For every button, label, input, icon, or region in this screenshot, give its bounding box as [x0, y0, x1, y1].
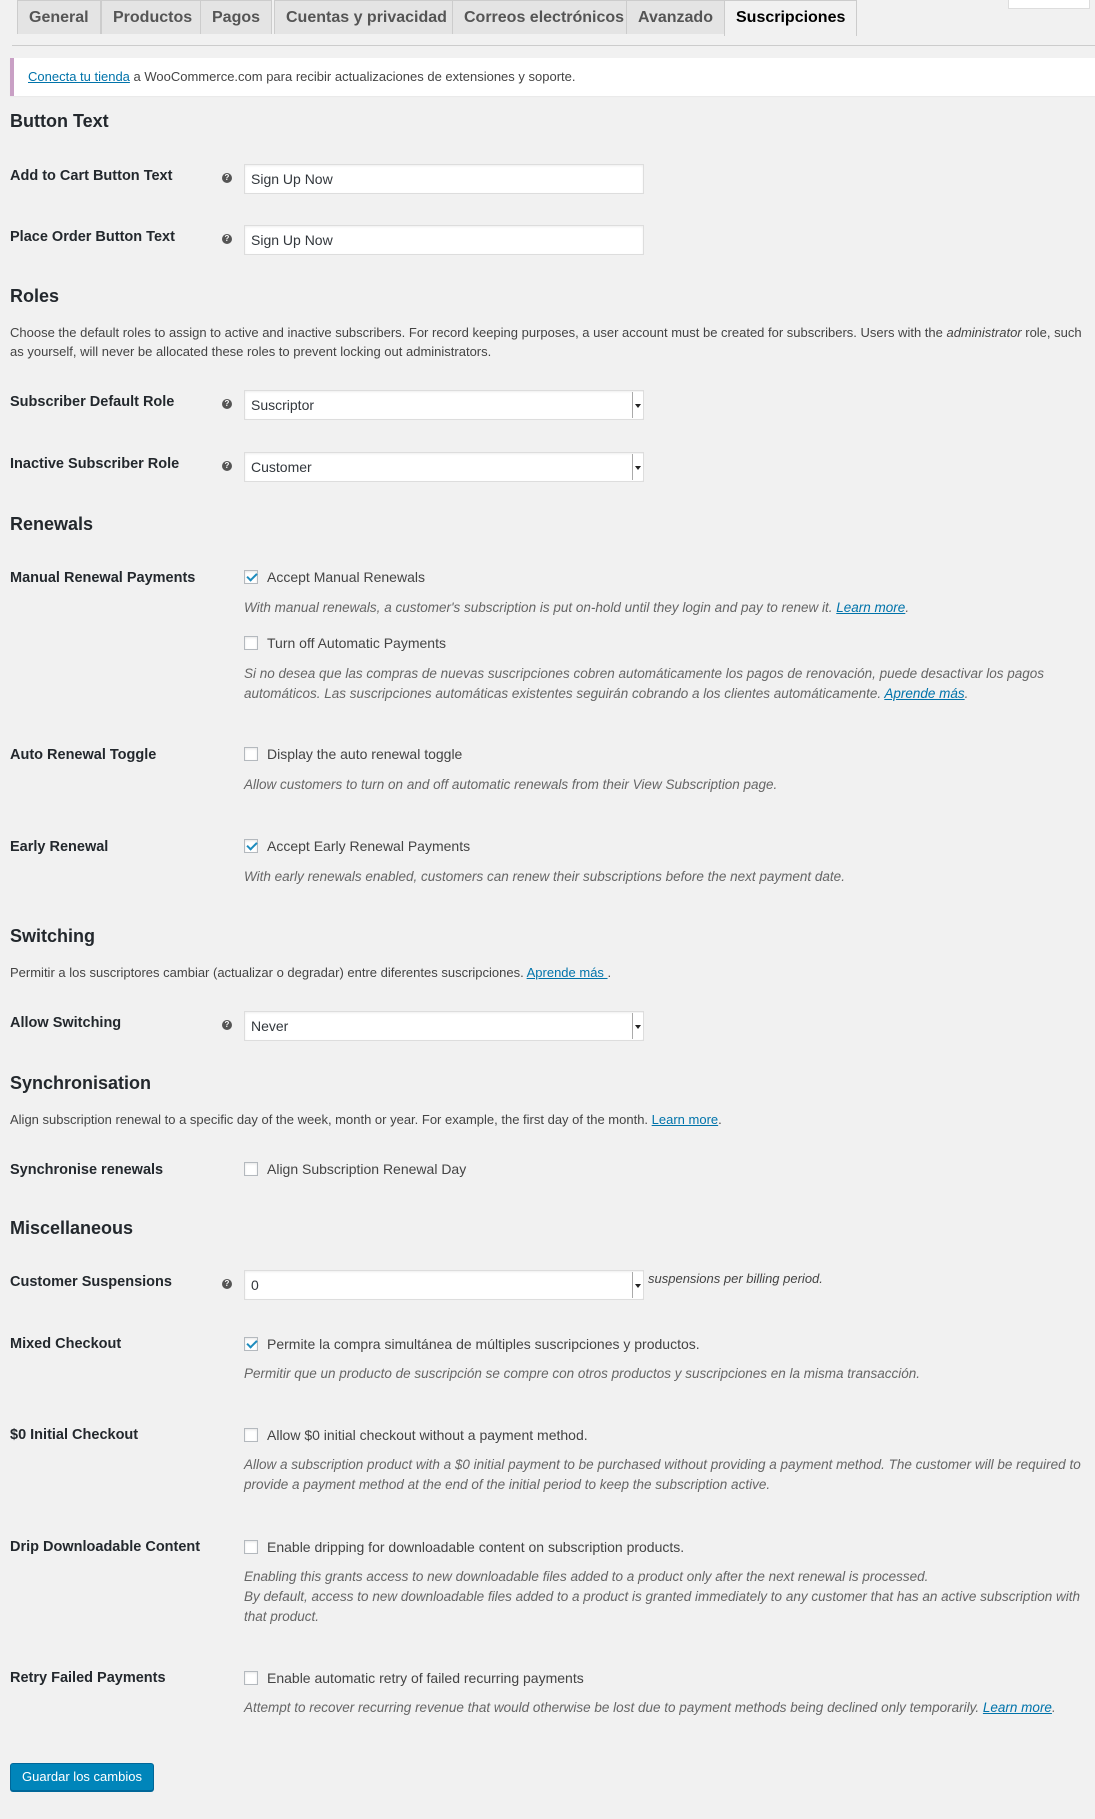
retry-failed-payments-note: Attempt to recover recurring revenue that would otherwise be lost due to payment methods being declined only temporarily. Learn more.: [244, 1700, 1056, 1715]
switching-learn-more-link[interactable]: Aprende más: [526, 965, 608, 980]
help-icon[interactable]: ?: [222, 1020, 232, 1030]
subscriber-default-role-label: Subscriber Default Role: [10, 394, 175, 410]
auto-renewal-toggle-label: Auto Renewal Toggle: [10, 747, 157, 763]
turn-off-learn-more-link[interactable]: Aprende más: [884, 686, 965, 701]
place-order-label: Place Order Button Text: [10, 229, 175, 245]
zero-initial-checkout-label: $0 Initial Checkout: [10, 1427, 139, 1443]
section-renewals: Renewals: [10, 514, 94, 534]
add-to-cart-label: Add to Cart Button Text: [10, 168, 173, 184]
help-icon[interactable]: ?: [222, 234, 232, 244]
drip-content-note: Enabling this grants access to new downloadable files added to a product only after the next renewal is processed. By default, access to new downloadable files added to a product is granted immediately to any customer that has an active subscription with that product.: [244, 1569, 1080, 1624]
chevron-down-icon: [632, 1013, 643, 1039]
section-synchronisation: Synchronisation: [10, 1073, 152, 1093]
place-order-input[interactable]: Sign Up Now: [244, 225, 644, 255]
sync-description: Align subscription renewal to a specific day of the week, month or year. For example, the first day of the month. Learn more.: [10, 1112, 722, 1127]
section-button-text: Button Text: [10, 111, 109, 131]
accept-early-renewal-checkbox[interactable]: [244, 839, 258, 853]
section-switching: Switching: [10, 926, 95, 946]
sync-learn-more-link[interactable]: Learn more: [651, 1112, 719, 1127]
help-icon[interactable]: ?: [222, 461, 232, 471]
align-renewal-day-checkbox[interactable]: [244, 1162, 258, 1176]
turn-off-automatic-payments-checkbox[interactable]: [244, 636, 258, 650]
accept-manual-renewals-checkbox[interactable]: [244, 570, 258, 584]
connect-store-link[interactable]: Conecta tu tienda: [28, 69, 130, 84]
save-changes-button[interactable]: Guardar los cambios: [10, 1763, 154, 1791]
switching-description: Permitir a los suscriptores cambiar (actualizar o degradar) entre diferentes suscripciones. Aprende más .: [10, 965, 612, 980]
suspensions-suffix: suspensions per billing period.: [648, 1271, 823, 1286]
inactive-subscriber-role-label: Inactive Subscriber Role: [10, 456, 180, 472]
auto-renewal-toggle-note: Allow customers to turn on and off automatic renewals from their View Subscription page.: [244, 777, 778, 792]
subscriber-default-role-select[interactable]: Suscriptor: [244, 390, 644, 420]
tab-pagos[interactable]: Pagos: [200, 0, 272, 34]
help-icon[interactable]: ?: [222, 1279, 232, 1289]
roles-description: Choose the default roles to assign to active and inactive subscribers. For record keeping purposes, a user account must be created for subscribers. Users with the administrator role, such as yourself, will never be allocated these roles to prevent locking out administrators.: [10, 325, 1082, 359]
retry-learn-more-link[interactable]: Learn more: [982, 1700, 1052, 1715]
drip-content-option[interactable]: Enable dripping for downloadable content on subscription products.: [244, 1538, 684, 1556]
mixed-checkout-note: Permitir que un producto de suscripción se compre con otros productos y suscripciones en la misma transacción.: [244, 1366, 921, 1381]
accept-manual-renewals-option[interactable]: Accept Manual Renewals: [244, 568, 425, 586]
add-to-cart-input[interactable]: Sign Up Now: [244, 164, 644, 194]
connect-notice: [10, 58, 1095, 96]
manual-renewal-label: Manual Renewal Payments: [10, 570, 196, 586]
help-icon[interactable]: ?: [222, 399, 232, 409]
customer-suspensions-label: Customer Suspensions: [10, 1274, 172, 1290]
drip-content-checkbox[interactable]: [244, 1540, 258, 1554]
retry-failed-payments-option[interactable]: Enable automatic retry of failed recurring payments: [244, 1669, 584, 1687]
accept-early-renewal-option[interactable]: Accept Early Renewal Payments: [244, 837, 470, 855]
customer-suspensions-input[interactable]: 0: [244, 1270, 644, 1300]
align-renewal-day-option[interactable]: Align Subscription Renewal Day: [244, 1160, 466, 1178]
early-renewal-note: With early renewals enabled, customers can renew their subscriptions before the next payment date.: [244, 869, 845, 884]
help-icon[interactable]: ?: [222, 173, 232, 183]
manual-renewal-learn-more-link[interactable]: Learn more: [836, 600, 906, 615]
chevron-down-icon: [632, 454, 643, 480]
display-auto-renewal-toggle-checkbox[interactable]: [244, 747, 258, 761]
turn-off-note: Si no desea que las compras de nuevas suscripciones cobren automáticamente los pagos de renovación, puede desactivar los pagos automáticos. Las suscripciones automáticas existentes seguirán cobrando a los clientes automáticamente. Aprende más.: [244, 666, 1044, 701]
top-right-box[interactable]: [1008, 0, 1090, 9]
tab-cuentas-privacidad[interactable]: Cuentas y privacidad: [274, 0, 459, 34]
tab-general[interactable]: General: [17, 0, 101, 34]
mixed-checkout-checkbox[interactable]: [244, 1337, 258, 1351]
tab-avanzado[interactable]: Avanzado: [626, 0, 725, 34]
zero-initial-checkout-note: Allow a subscription product with a $0 initial payment to be purchased without providing a payment method. The customer will be required to provide a payment method at the end of the initial period to keep the subscription active.: [244, 1457, 1081, 1492]
allow-switching-label: Allow Switching: [10, 1015, 122, 1031]
synchronise-renewals-label: Synchronise renewals: [10, 1162, 164, 1178]
allow-switching-select[interactable]: Never: [244, 1011, 644, 1041]
tab-correos[interactable]: Correos electrónicos: [452, 0, 636, 34]
manual-renewal-note: With manual renewals, a customer's subscription is put on-hold until they login and pay to renew it. Learn more.: [244, 600, 910, 615]
section-roles: Roles: [10, 286, 60, 306]
retry-failed-payments-checkbox[interactable]: [244, 1671, 258, 1685]
notice-text: a WooCommerce.com para recibir actualizaciones de extensiones y soporte.: [129, 69, 576, 84]
drip-content-label: Drip Downloadable Content: [10, 1539, 201, 1555]
tabs-divider: [12, 45, 1095, 46]
zero-initial-checkout-option[interactable]: Allow $0 initial checkout without a payment method.: [244, 1426, 588, 1444]
mixed-checkout-label: Mixed Checkout: [10, 1336, 122, 1352]
chevron-down-icon: [632, 392, 643, 418]
tab-productos[interactable]: Productos: [101, 0, 204, 34]
display-auto-renewal-toggle-option[interactable]: Display the auto renewal toggle: [244, 745, 462, 763]
inactive-subscriber-role-select[interactable]: Customer: [244, 452, 644, 482]
turn-off-automatic-payments-option[interactable]: Turn off Automatic Payments: [244, 634, 446, 652]
mixed-checkout-option[interactable]: Permite la compra simultánea de múltiples suscripciones y productos.: [244, 1335, 700, 1353]
retry-failed-payments-label: Retry Failed Payments: [10, 1670, 166, 1686]
section-miscellaneous: Miscellaneous: [10, 1218, 134, 1238]
zero-initial-checkout-checkbox[interactable]: [244, 1428, 258, 1442]
chevron-down-icon: [632, 1272, 643, 1298]
early-renewal-label: Early Renewal: [10, 839, 109, 855]
tab-suscripciones[interactable]: Suscripciones: [724, 0, 857, 36]
